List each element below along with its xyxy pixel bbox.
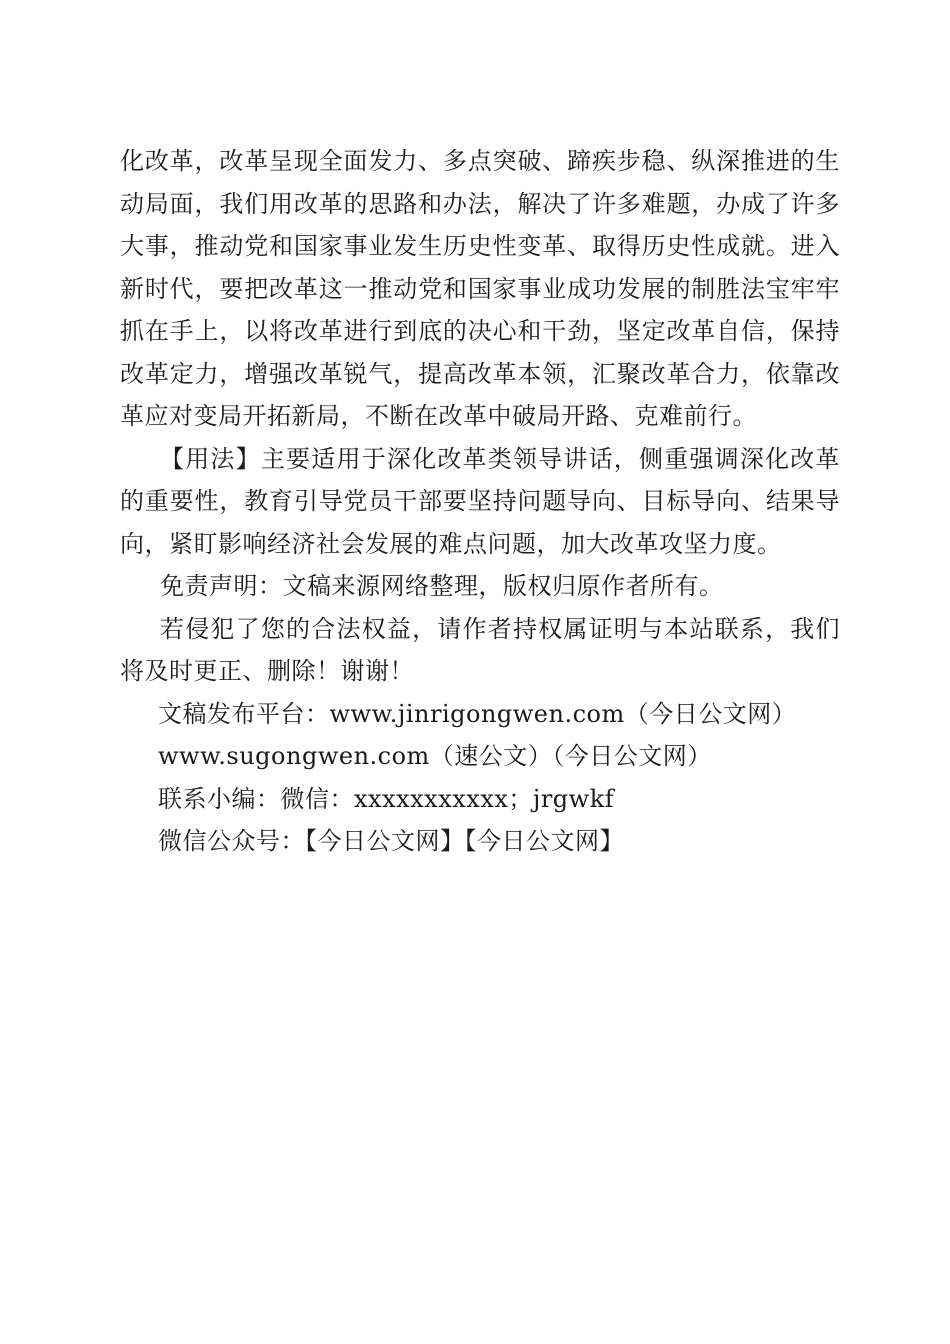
footer-contact-line: 联系小编：微信：xxxxxxxxxxx；jrgwkf	[158, 784, 615, 813]
paragraph-usage: 【用法】主要适用于深化改革类领导讲话，侧重强调深化改革的重要性，教育引导党员干部要坚持问题导向、目标导向、结果导向，紧盯影响经济社会发展的难点问题，加大改革攻坚力度。	[120, 444, 840, 558]
paragraph-reform-body: 化改革，改革呈现全面发力、多点突破、蹄疾步稳、纵深推进的生动局面，我们用改革的思路和办法，解决了许多难题，办成了许多大事，推动党和国家事业发生历史性变革、取得历史性成就。进入新时代，要把改革这一推动党和国家事业成功发展的制胜法宝牢牢抓在手上，以将改革进行到底的决心和干劲，坚定改革自信，保持改革定力，增强改革锐气，提高改革本领，汇聚改革合力，依靠改革应对变局开拓新局，不断在改革中破局开路、克难前行。	[120, 147, 840, 430]
footer-platform-line: 文稿发布平台：www.jinrigongwen.com（今日公文网）	[158, 699, 797, 728]
footer-wechat-account-line: 微信公众号：【今日公文网】【今日公文网】	[158, 827, 624, 855]
paragraph-disclaimer: 免责声明：文稿来源网络整理，版权归原作者所有。	[160, 572, 724, 600]
paragraph-infringement: 若侵犯了您的合法权益，请作者持权属证明与本站联系，我们将及时更正、删除！谢谢！	[120, 614, 840, 685]
document-body	[120, 140, 840, 863]
footer-sugongwen-line: www.sugongwen.com（速公文）（今日公文网）	[158, 742, 712, 770]
